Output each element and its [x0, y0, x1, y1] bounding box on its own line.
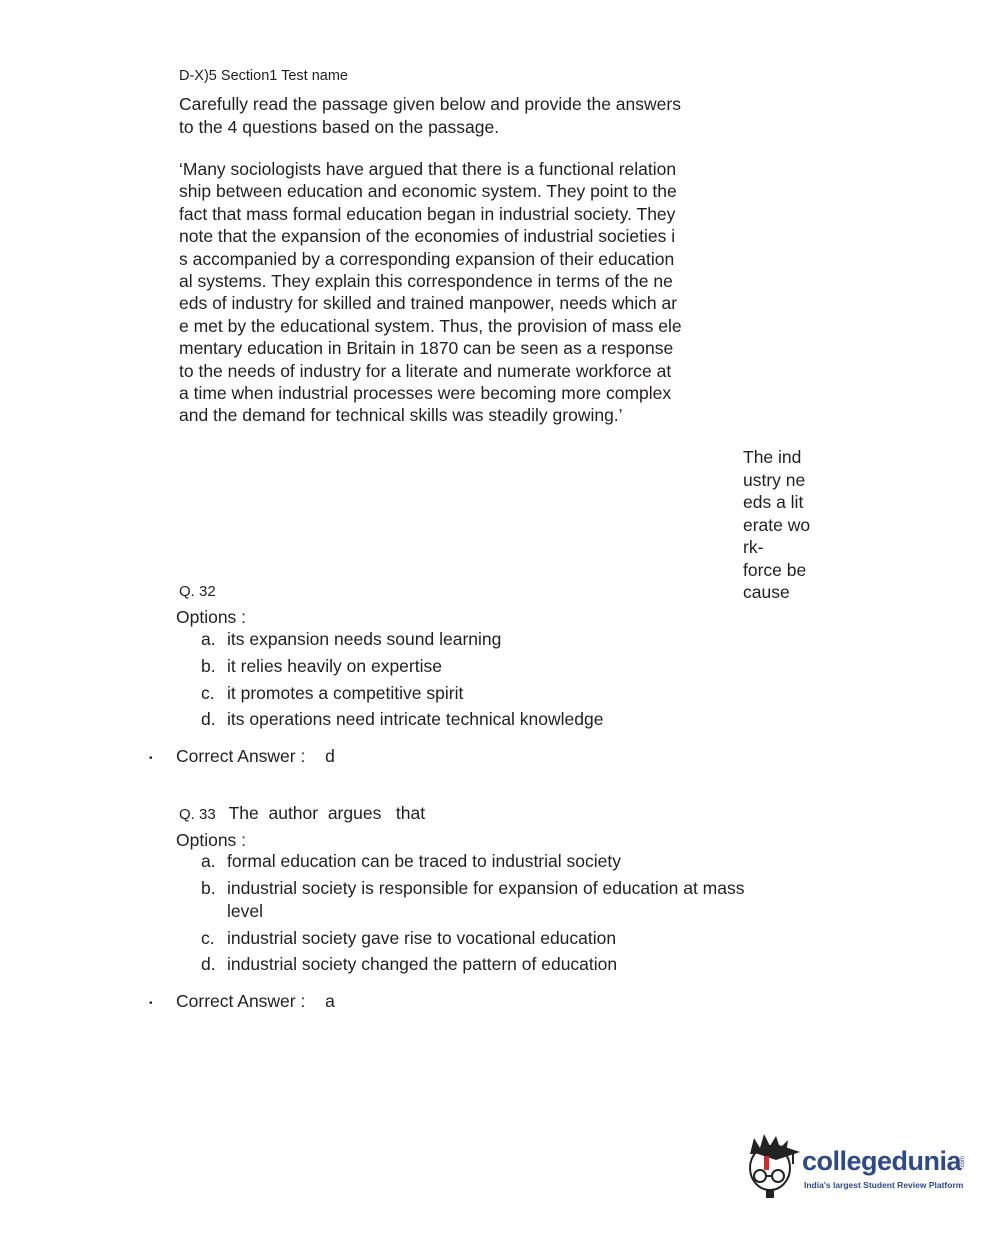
answer-value: d: [325, 746, 335, 766]
q33-option-b: [201, 878, 745, 899]
passage-line: ship between education and economic system. They point to the: [179, 181, 677, 202]
q33-stem: The author argues that: [228, 803, 426, 823]
option-letter: c.: [201, 928, 215, 948]
option-letter: a.: [201, 629, 216, 649]
passage-line: e met by the educational system. Thus, the provision of mass ele: [179, 315, 682, 336]
q32-option-b: [201, 656, 442, 677]
q33-option-b-continued: [201, 901, 263, 922]
q32-stem-line: The ind: [743, 447, 802, 467]
q32-question-stem: [743, 446, 810, 604]
brand-domain: .com: [960, 1156, 966, 1170]
option-letter: d.: [201, 709, 216, 729]
q32-number: Q. 32: [179, 583, 216, 600]
passage-line: note that the expansion of the economies of industrial societies i: [179, 226, 676, 247]
passage-line: and the demand for technical skills was steadily growing.’: [179, 405, 623, 426]
q32-option-c: [201, 683, 463, 704]
q33-header: [179, 803, 425, 824]
option-text: its operations need intricate technical knowledge: [227, 709, 604, 729]
q33-options-label: Options :: [176, 830, 247, 850]
option-text: its expansion needs sound learning: [227, 629, 502, 649]
option-text: industrial society changed the pattern of education: [227, 954, 618, 974]
q33-option-c: [201, 928, 616, 949]
mascot-logo-icon: [742, 1132, 802, 1200]
passage-line: to the needs of industry for a literate and numerate workforce at: [179, 360, 672, 381]
answer-label: Correct Answer :: [176, 746, 306, 766]
passage-line: s accompanied by a corresponding expansion of their education: [179, 248, 675, 269]
option-text: industrial society gave rise to vocational education: [227, 928, 617, 948]
answer-label: Correct Answer :: [176, 991, 306, 1011]
option-text: level: [227, 901, 263, 921]
passage: [179, 158, 682, 427]
passage-line: ‘Many sociologists have argued that there is a functional relation: [179, 159, 677, 179]
passage-line: mentary education in Britain in 1870 can be seen as a response: [179, 338, 674, 359]
option-letter: a.: [201, 851, 216, 871]
instructions-line: Carefully read the passage given below and provide the answers: [179, 94, 681, 114]
q33-option-a: [201, 851, 621, 872]
option-text: industrial society is responsible for expansion of education at mass: [227, 878, 745, 898]
q33-number: Q. 33: [179, 806, 216, 823]
q32-stem-line: rk-: [743, 537, 764, 557]
q32-stem-line: eds a lit: [743, 492, 804, 512]
option-letter: c.: [201, 683, 215, 703]
option-text: it promotes a competitive spirit: [227, 683, 464, 703]
q32-option-a: [201, 629, 501, 650]
answer-value: a: [325, 991, 335, 1011]
instructions-line: to the 4 questions based on the passage.: [179, 116, 500, 137]
q32-option-d: [201, 709, 603, 730]
q32-options-label: Options :: [176, 607, 247, 627]
brand-name: collegedunia: [802, 1146, 962, 1176]
passage-line: al systems. They explain this correspondence in terms of the ne: [179, 271, 673, 292]
q32-correct-answer: [176, 746, 335, 767]
document-header: D-X)5 Section1 Test name: [179, 68, 348, 84]
q33-correct-answer: [176, 991, 335, 1012]
option-letter: d.: [201, 954, 216, 974]
q32-stem-line: cause: [743, 582, 790, 602]
bullet-icon: •: [149, 998, 153, 1009]
passage-line: eds of industry for skilled and trained manpower, needs which ar: [179, 293, 678, 314]
option-text: it relies heavily on expertise: [227, 656, 442, 676]
bullet-icon: •: [149, 753, 153, 764]
passage-line: fact that mass formal education began in industrial society. They: [179, 203, 676, 224]
q32-stem-line: ustry ne: [743, 469, 806, 490]
option-letter: b.: [201, 656, 216, 676]
option-text: formal education can be traced to industrial society: [227, 851, 621, 871]
option-letter: b.: [201, 878, 216, 898]
brand-tagline: India's largest Student Review Platform: [804, 1180, 964, 1190]
q32-stem-line: force be: [743, 559, 807, 580]
q33-option-d: [201, 954, 617, 975]
instructions: [179, 93, 681, 138]
q32-stem-line: erate wo: [743, 514, 811, 535]
passage-line: a time when industrial processes were becoming more complex: [179, 383, 672, 404]
